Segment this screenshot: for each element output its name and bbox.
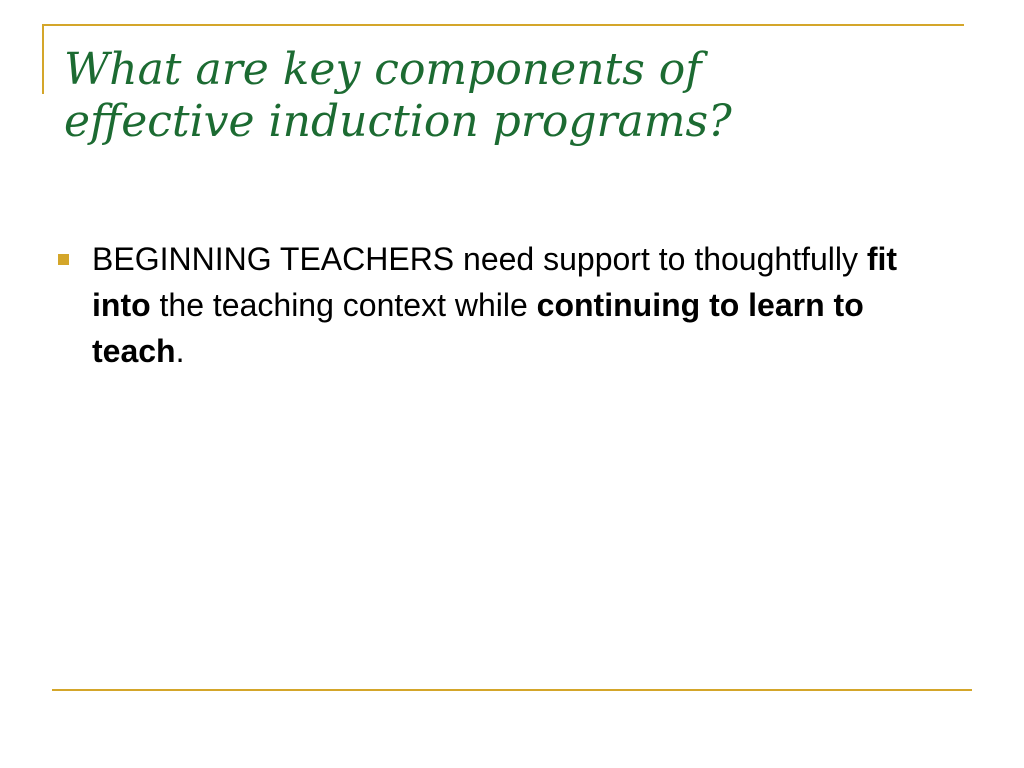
slide-title-line-1: What are key components of [64,44,702,95]
bottom-rule [52,689,972,691]
square-bullet-icon [58,254,69,265]
bullet-text-segment: . [175,333,185,369]
slide-title [64,44,964,148]
bullet-bold-phrase: continuing to learn to teach [92,287,864,369]
bullet-text-segment: BEGINNING TEACHERS need support to thoughtfully [92,241,867,277]
bullet-text [92,236,936,374]
bullet-text-segment: the teaching context while [150,287,537,323]
slide-body [56,236,936,374]
bullet-bold-phrase: fit into [92,241,898,323]
bullet-item [56,236,936,374]
slide-title-line-2: effective induction programs? [64,96,732,147]
left-rule [42,24,44,94]
top-rule [42,24,964,26]
